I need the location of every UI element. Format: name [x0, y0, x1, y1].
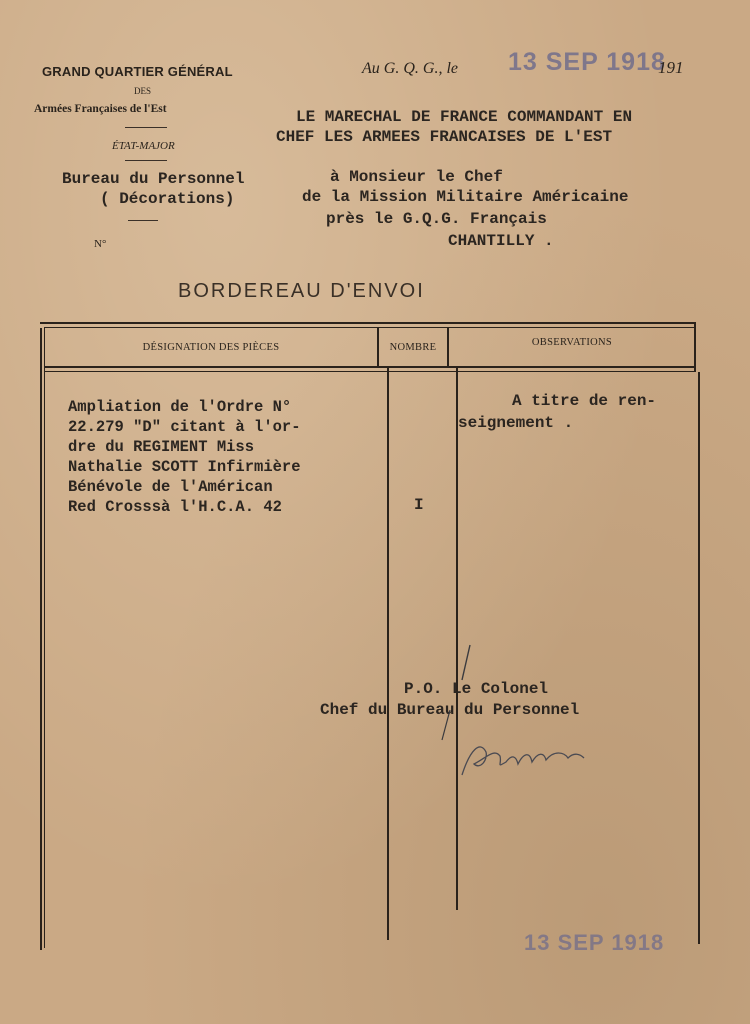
etat-major: ÉTAT-MAJOR: [112, 140, 175, 152]
recipient-line-3: près le G.Q.G. Français: [326, 210, 547, 228]
table-top-border: [40, 322, 696, 324]
year-prefix: 191: [658, 58, 684, 77]
numero-label: N°: [94, 238, 107, 250]
observation-line: seignement .: [458, 414, 574, 432]
col-divider-2: [456, 368, 458, 910]
table-top-border-inner: [44, 327, 694, 328]
date-stamp: 13 SEP 1918: [508, 48, 666, 76]
designation-line: Ampliation de l'Ordre N°: [68, 398, 292, 416]
divider: [125, 160, 167, 161]
sender-line-2: CHEF LES ARMEES FRANCAISES DE L'EST: [276, 128, 613, 146]
signature-line-1: P.O. Le Colonel: [404, 680, 549, 698]
header-separator: [44, 366, 694, 368]
designation-line: 22.279 "D" citant à l'or-: [68, 418, 301, 436]
recipient-line-2: de la Mission Militaire Américaine: [302, 188, 629, 206]
signature-line-2: Chef du Bureau du Personnel: [320, 701, 580, 719]
divider: [125, 127, 167, 128]
col-divider-1: [387, 368, 389, 940]
received-stamp: 13 SEP 1918: [524, 930, 665, 955]
bureau-line-1: Bureau du Personnel: [62, 170, 245, 188]
handwritten-signature: [440, 640, 600, 790]
designation-line: Red Crosssà l'H.C.A. 42: [68, 498, 282, 516]
org-name: GRAND QUARTIER GÉNÉRAL: [42, 64, 233, 79]
org-armies: Armées Françaises de l'Est: [34, 103, 167, 115]
sender-line-1: LE MARECHAL DE FRANCE COMMANDANT EN: [296, 108, 633, 126]
header-separator-inner: [44, 371, 694, 372]
designation-line: Bénévole de l'Américan: [68, 478, 273, 496]
recipient-line-1: à Monsieur le Chef: [330, 168, 503, 186]
place-date-prefix: Au G. Q. G., le: [362, 60, 458, 77]
col-header-nombre: NOMBRE: [389, 342, 437, 353]
recipient-line-4: CHANTILLY .: [448, 232, 554, 250]
table-left-border: [40, 328, 42, 950]
org-des: DES: [134, 86, 152, 96]
table-right-border-head: [694, 322, 696, 372]
observation-line: A titre de ren-: [512, 392, 657, 410]
table-left-border-inner: [44, 328, 45, 948]
col-divider-2-head: [447, 328, 449, 368]
divider: [128, 220, 158, 221]
document-title: BORDEREAU D'ENVOI: [178, 280, 425, 302]
designation-line: Nathalie SCOTT Infirmière: [68, 458, 301, 476]
table-right-border: [698, 372, 700, 944]
col-header-designation: DÉSIGNATION DES PIÈCES: [142, 342, 280, 353]
nombre-value: I: [414, 496, 424, 514]
col-header-observations: OBSERVATIONS: [531, 337, 613, 348]
designation-line: dre du REGIMENT Miss: [68, 438, 255, 456]
col-divider-1-head: [377, 328, 379, 368]
bureau-line-2: ( Décorations): [100, 190, 235, 208]
